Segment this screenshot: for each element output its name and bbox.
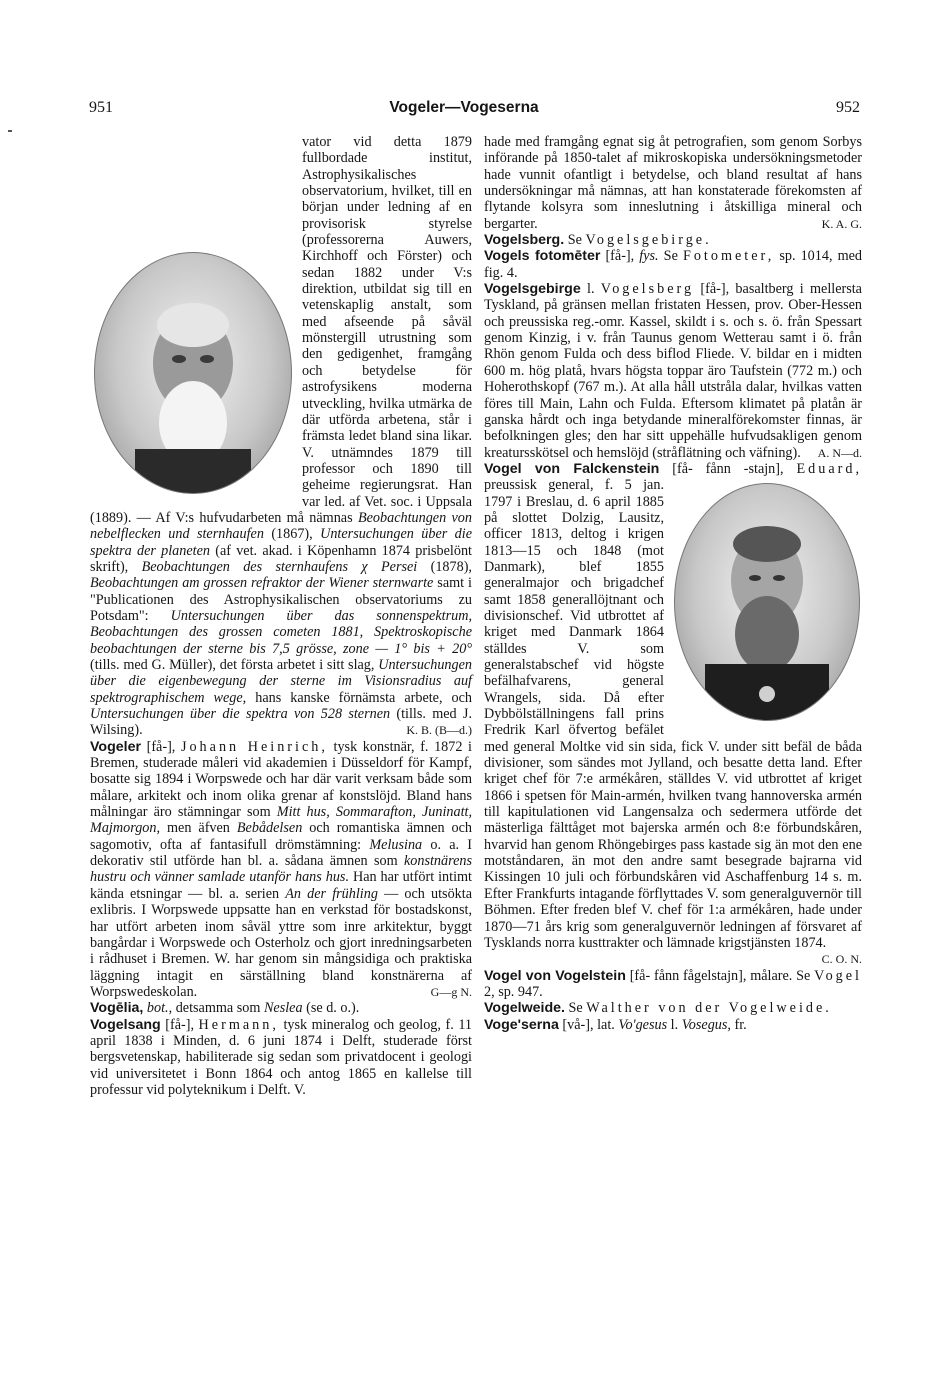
article-vogelsberg: Vogelsberg. Se Vogelsgebirge. [484,232,712,249]
left-column [90,134,472,1098]
headword: Voge'serna [484,1016,559,1033]
signature: K. B. (B—d.) [406,723,472,738]
headword: Vogeler [90,738,141,755]
headword: Vogel von Vogelstein [484,967,626,984]
portrait-left [94,252,292,494]
headword: Vogelsang [90,1016,161,1033]
article-vogeserna: Voge'serna [vå-], lat. Vo'gesus l. Vosegus, fr. [484,1016,747,1033]
article-vogelia: Vogēlia, bot., detsamma som Neslea (se d. o.). [90,1000,360,1017]
headword: Vogels fotomēter [484,248,601,265]
article-vogelsang-continued: hade med framgång egnat sig åt petrografien, som genom Sorbys införande på 1850-talet af mikroskopiska undersökningsmetoder hade vunnit ofantligt i betydelse, och bland resultat af hans undersökningar må nämnas, att han konstaterade förekomsten af flytande kolsyra som inneslutning i åtskilliga mineral och bergarter. K. A. G. [484,134,862,232]
article-vogel-von-vogelstein: Vogel von Vogelstein [få- fånn fågelstajn], målare. Se Vogel 2, sp. 947. [484,967,862,1000]
article-vogels-fotometer: Vogels fotomēter [få-], fys. Se Fotometer, sp. 1014, med fig. 4. [484,248,863,281]
headword: Vogelsberg. [484,232,565,249]
article-vogelsang: Vogelsang [få-], Hermann, tysk mineralog och geolog, f. 11 april 1838 i Minden, d. 6 juni 1874 i Delft, studerade först bergsvetenskap, habiliterade sig sedan som privatdocent i geologi vid universitetet i Bonn 1864 och antog 1865 en kallelse till professur vid polyteknikum i Delft. V. [90,1016,472,1098]
right-column [484,134,862,1033]
signature: A. N—d. [817,445,862,460]
portrait-general-icon [675,484,859,720]
portrait-old-man-icon [95,253,291,493]
signature: C. O. N. [821,952,862,967]
portrait-right [674,483,860,721]
signature: K. A. G. [821,216,862,231]
margin-mark [8,130,12,132]
article-vogeler: Vogeler [få-], Johann Heinrich, tysk konstnär, f. 1872 i Bremen, studerade måleri vid akademien i Düsseldorf för Kampf, bosatte sig 1894 i Worpswede och har där varit verksam både som målare, arkitekt och inom olika grenar af konstslöjd. Bland hans målningar äro stämningar som Mitt hus, Sommarafton, Juninatt, Majmorgon, men äfven Bebådelsen och romantiska ämnen och sagomotiv, ofta af fantasifull drömstämning: Melusina o. a. I dekorativ stil utförde han bl. a. sådana ämnen som konstnärens hustru och vänner samlade utanför hans hus. Han har utfört intimt kända etsningar — bl. a. serien An der frühling — och utsökta exlibris. I Worpswede uppsatte han en verkstad för bostadskonst, har utfört arbeten inom såväl yttre som inre arkitektur, byggt bangårdar i Worpswede och Osterholz och gjort inredningsarbeten i rådhuset i Bremen. W. har genom sin mångsidiga och praktiska läggning intagit en särställning bland konstnärerna af Worpswedeskolan. G—g N. [90,738,473,1000]
article-vogel-von-falckenstein: Vogel von Falckenstein [få- fånn -stajn], Eduard, preussisk general, f. 5 jan. 1797 i Breslau, d. 6 april 1885 på slottet Dolzig, Lausitz, officer 1813, deltog i krigen 1813—15 och 1848 (mot Danmark), blef 1855 generalmajor och brigadchef samt 1858 generallöjtnant och divisionschef. Vid utbrottet af kriget med Danmark 1864 ställdes V. som generalstabschef vid högste befälhafvarens, general Wrangels, sida. Då efter Dybbölställningens fall prins Fredrik Karl öfvertog befälet med general Moltke vid sin sida, fick V. under sitt befäl de båda divisioner, som sändes mot Jylland, och besatte detta land. Efter kriget chef för 7:e armékåren, ställdes V. vid utbrottet af kriget 1866 i spetsen för Main-armén, hvilken tvang hannoverska armén till kapitulationen vid Langensalza och sedermera utförde det mästerliga fälttåget mot bajerska armén och 8:e förbundskåren, hvarvid han genom Rhöngebirges pass kastade sig än mot den ene motståndaren, än mot den andre samt besegrade bajrarna vid Kissingen 10 juli och förbundskåren vid Aschaffenburg 14 s. m. Efter Frankfurts intagande förflyttades V. som generalguvernör till Böhmen. Efter freden blef V. chef för 1:a armékåren, hade under 1870—71 års krig som generalguvernör ledningen af försvaret af Tysklands norra kusttrakter och lämnade krigstjänsten 1874. C. O. N. [484,460,862,967]
signature: G—g N. [430,984,472,999]
headword: Vogēlia, [90,1000,144,1017]
headword: Vogelweide. [484,1000,565,1017]
headword: Vogelsgebirge [484,281,581,298]
page-number-right: 952 [836,99,860,116]
article-vogel-continued: vator vid detta 1879 fullbordade institut, Astrophysikalisches observatorium, hvilket, till en början under ledning af en provisorisk styrelse (professorerna Auwers, Kirchhoff och Förster) och sedan 1882 under V:s direktion, utbildat sig till en vetenskaplig anstalt, som med afseende på såväl mönstergill utrustning som den gedigenhet, framgång och betydelse för astrofysikens moderna utveckling, hvilka utmärka de där utförda arbetena, står i främsta ledet bland sina likar. V. utnämndes 1879 till professor och 1890 till geheime regierungsrat. Han var led. af Vet. soc. i Uppsala (1889). — Af V:s hufvudarbeten må nämnas Beobachtungen von nebelflecken und sternhaufen (1867), Untersuchungen über die spektra der planeten (af vet. akad. i Köpenhamn 1874 prisbelönt skrift), Beobachtungen des sternhaufens χ Persei (1878), Beobachtungen am grossen refraktor der Wiener sternwarte samt i "Publicationen des Astrophysikalischen observatoriums zu Potsdam": Untersuchungen über das sonnenspektrum, Beobachtungen des grossen cometen 1881, Spektroskopische beobachtungen der sterne bis 7,5 grösse, zone — 1° bis + 20° (tills. med G. Müller), det första arbetet i sitt slag, Untersuchungen über die eigenbewegung der sterne im Visionsradius auf spektrographischem wege, hans kanske förnämsta arbete, och Untersuchungen über die spektra von 528 sternen (tills. med J. Wilsing). K. B. (B—d.) [90,134,473,739]
page-number-left: 951 [89,99,113,116]
running-title: Vogeler—Vogeserna [389,99,539,116]
article-vogelweide: Vogelweide. Se Walther von der Vogelweide. [484,1000,832,1017]
article-vogelsgebirge: Vogelsgebirge l. Vogelsberg [få-], basaltberg i mellersta Tyskland, på gränsen mellan fristaten Hessen, prov. Ober-Hessen och preussiska reg.-omr. Kassel, skildt i s. och s. ö. från Spessart genom Kinzig, i v. från Taunus genom Wetterau samt i ö. från Rhön genom Fulda och dess biflod Fliede. V. bildar en i midten 600 m. hög platå, hvars högsta toppar äro Taufstein (772 m.) och Hoherothskopf (767 m.). At alla håll utstråla dalar, hvilkas vatten föres till Main, Lahn och Fulda. Eftersom klimatet på platån är ganska hårdt och inga betydande mineralförekomster finnas, är befolkningen gles; den har sitt uppehälle hufvudsakligen genom kreatursskötsel och hemslöjd (stråflätning och väfning). A. N—d. [484,281,862,461]
headword: Vogel von Falckenstein [484,460,660,477]
